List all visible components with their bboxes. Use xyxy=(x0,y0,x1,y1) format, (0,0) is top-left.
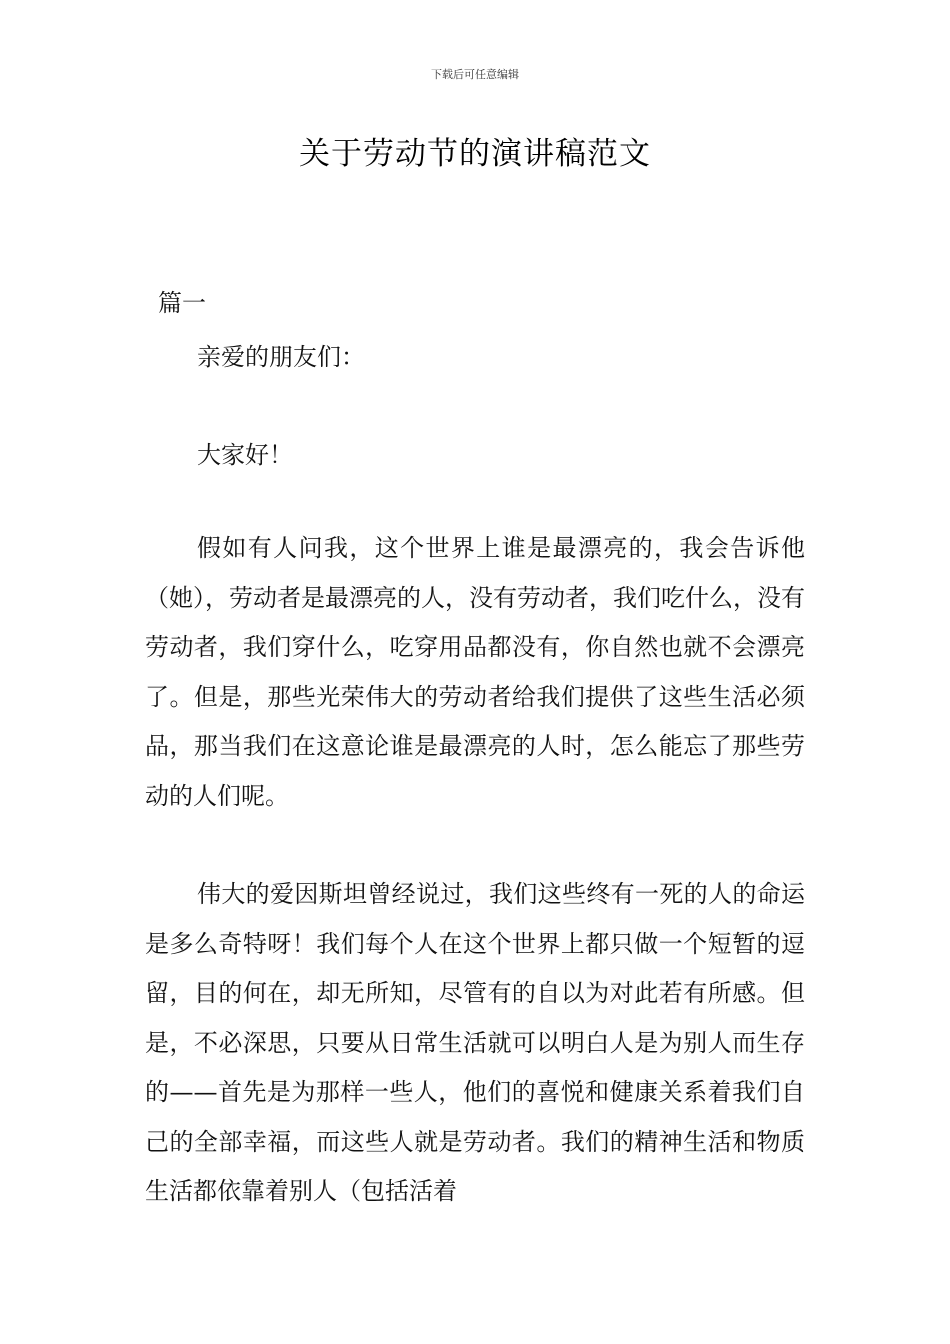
salutation: 亲爱的朋友们： xyxy=(197,343,365,371)
section-label: 篇一 xyxy=(158,289,206,317)
paragraph-1: 假如有人问我，这个世界上谁是最漂亮的，我会告诉他（她），劳动者是最漂亮的人，没有劳动者，我们吃什么，没有劳动者，我们穿什么，吃穿用品都没有，你自然也就不会漂亮了。但是，那些光荣伟大的劳动者给我们提供了这些生活必须品，那当我们在这意论谁是最漂亮的人时，怎么能忘了那些劳动的人们呢。 xyxy=(145,534,805,810)
greeting: 大家好！ xyxy=(197,441,293,469)
document-title: 关于劳动节的演讲稿范文 xyxy=(299,136,651,172)
paragraph-2: 伟大的爱因斯坦曾经说过，我们这些终有一死的人的命运是多么奇特呀！我们每个人在这个世界上都只做一个短暂的逗留，目的何在，却无所知，尽管有的自以为对此若有所感。但是，不必深思，只要从日常生活就可以明白人是为别人而生存的——首先是为那样一些人，他们的喜悦和健康关系着我们自己的全部幸福，而这些人就是劳动者。我们的精神生活和物质生活都依靠着别人（包括活着 xyxy=(145,880,805,1205)
header-note: 下载后可任意编辑 xyxy=(431,68,519,81)
